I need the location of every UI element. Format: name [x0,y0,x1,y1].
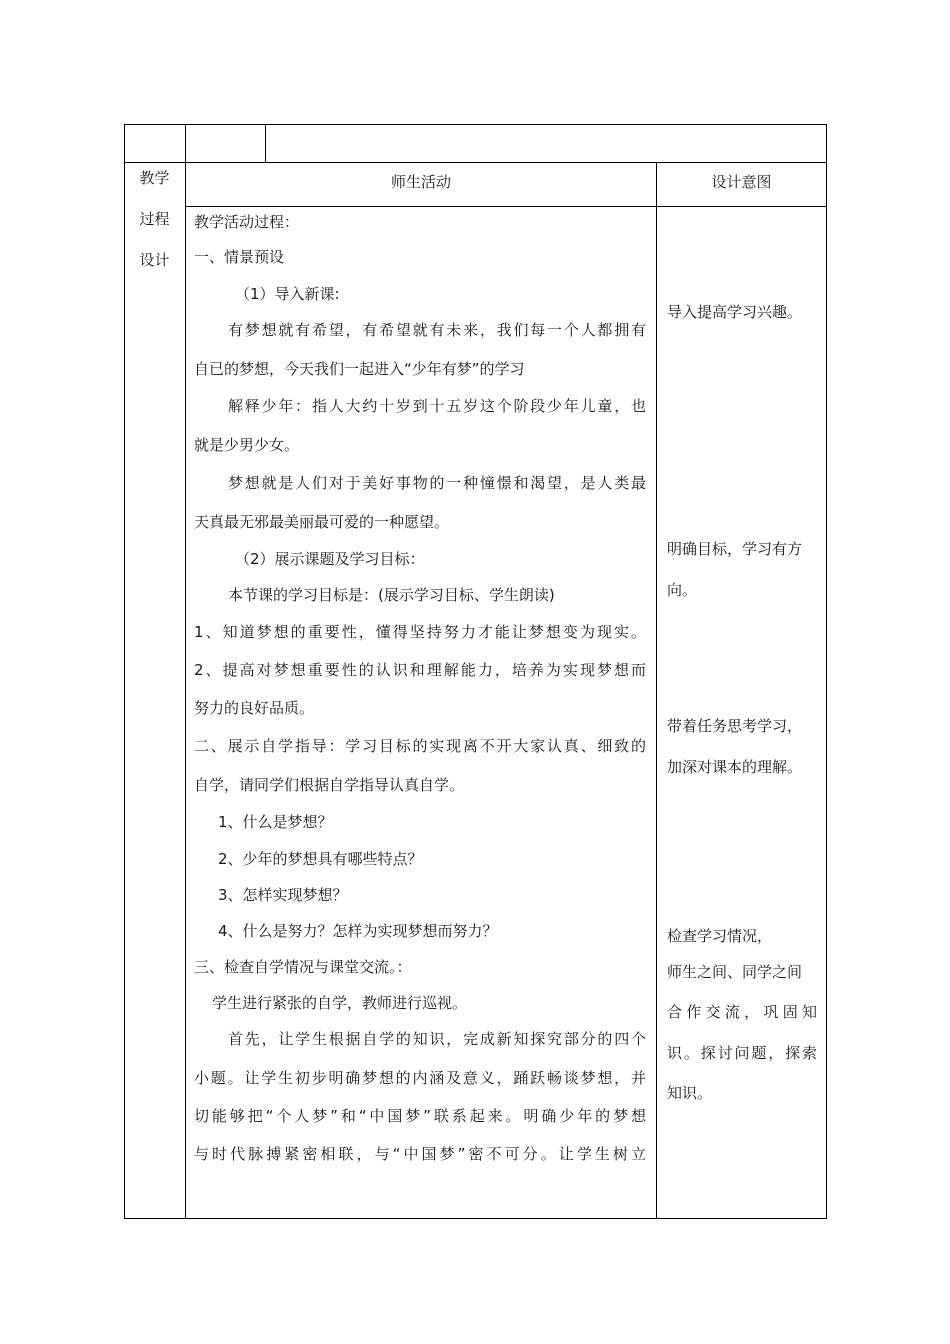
activity-line: （1）导入新课: [235,285,340,303]
activity-line: 梦想就是人们对于美好事物的一种憧憬和渴望，是人类最 [228,474,646,492]
activity-line: （2）展示课题及学习目标： [235,550,425,568]
activity-line: 1、什么是梦想？ [218,813,333,831]
table-row1-bottom-border [124,162,827,163]
activity-line: 学生进行紧张的自学，教师进行巡视。 [212,994,468,1012]
activity-line: 天真最无邪最美丽最可爱的一种愿望。 [194,513,450,531]
intent-line: 知识。 [667,1084,713,1102]
intent-line: 明确目标，学习有方 [667,540,803,558]
intent-line: 师生之间、同学之间 [667,963,803,981]
table-intent-column-border [656,162,657,1219]
left-label-sheji: 设计 [139,251,170,269]
table-label-column-border [185,124,186,1219]
left-label-guocheng: 过程 [139,210,170,228]
table-top-border [124,124,827,125]
activity-line: 与时代脉搏紧密相联，与“中国梦”密不可分。让学生树立 [194,1145,646,1163]
activity-line: 4、什么是努力？怎样为实现梦想而努力？ [218,922,498,940]
table-right-border [826,124,827,1219]
table-header-bottom-border [185,206,827,207]
header-activity: 师生活动 [390,173,451,191]
activity-line: 有梦想就有希望，有希望就有未来，我们每一个人都拥有 [228,321,646,339]
activity-line: 2、提高对梦想重要性的认识和理解能力，培养为实现梦想而 [194,661,646,679]
activity-line: 小题。让学生初步明确梦想的内涵及意义，踊跃畅谈梦想，并 [194,1069,646,1087]
intent-line: 加深对课本的理解。 [667,758,803,776]
intent-line: 识。探讨问题，探索 [667,1044,817,1062]
activity-line: 努力的良好品质。 [194,699,315,717]
activity-line: 首先，让学生根据自学的知识，完成新知探究部分的四个 [228,1030,646,1048]
header-intent: 设计意图 [711,173,772,191]
left-label-jiaoxue: 教学 [139,169,170,187]
activity-line: 自已的梦想，今天我们一起进入“少年有梦”的学习 [194,360,525,378]
activity-line: 二、展示自学指导：学习目标的实现离不开大家认真、细致的 [194,737,646,755]
table-row1-inner-border [265,124,266,163]
table-bottom-border [124,1218,827,1219]
table-left-border [124,124,125,1219]
intent-line: 带着任务思考学习， [667,717,803,735]
activity-line: 三、检查自学情况与课堂交流。： [194,958,412,976]
activity-line: 3、怎样实现梦想？ [218,886,348,904]
intent-line: 合作交流，巩固知 [667,1003,817,1021]
activity-line: 教学活动过程： [194,213,300,231]
activity-line: 就是少男少女。 [194,436,300,454]
activity-line: 切能够把“个人梦”和“中国梦”联系起来。明确少年的梦想 [194,1107,646,1125]
activity-line: 自学，请同学们根据自学指导认真自学。 [194,776,465,794]
activity-line: 2、少年的梦想具有哪些特点？ [218,850,423,868]
intent-line: 导入提高学习兴趣。 [667,303,803,321]
intent-line: 向。 [667,581,698,599]
activity-line: 本节课的学习目标是：(展示学习目标、学生朗读) [228,586,555,604]
activity-line: 1、知道梦想的重要性，懂得坚持努力才能让梦想变为现实。 [194,623,646,641]
activity-line: 解释少年：指人大约十岁到十五岁这个阶段少年儿童，也 [228,397,646,415]
activity-line: 一、情景预设 [194,248,285,266]
intent-line: 检查学习情况， [667,927,773,945]
